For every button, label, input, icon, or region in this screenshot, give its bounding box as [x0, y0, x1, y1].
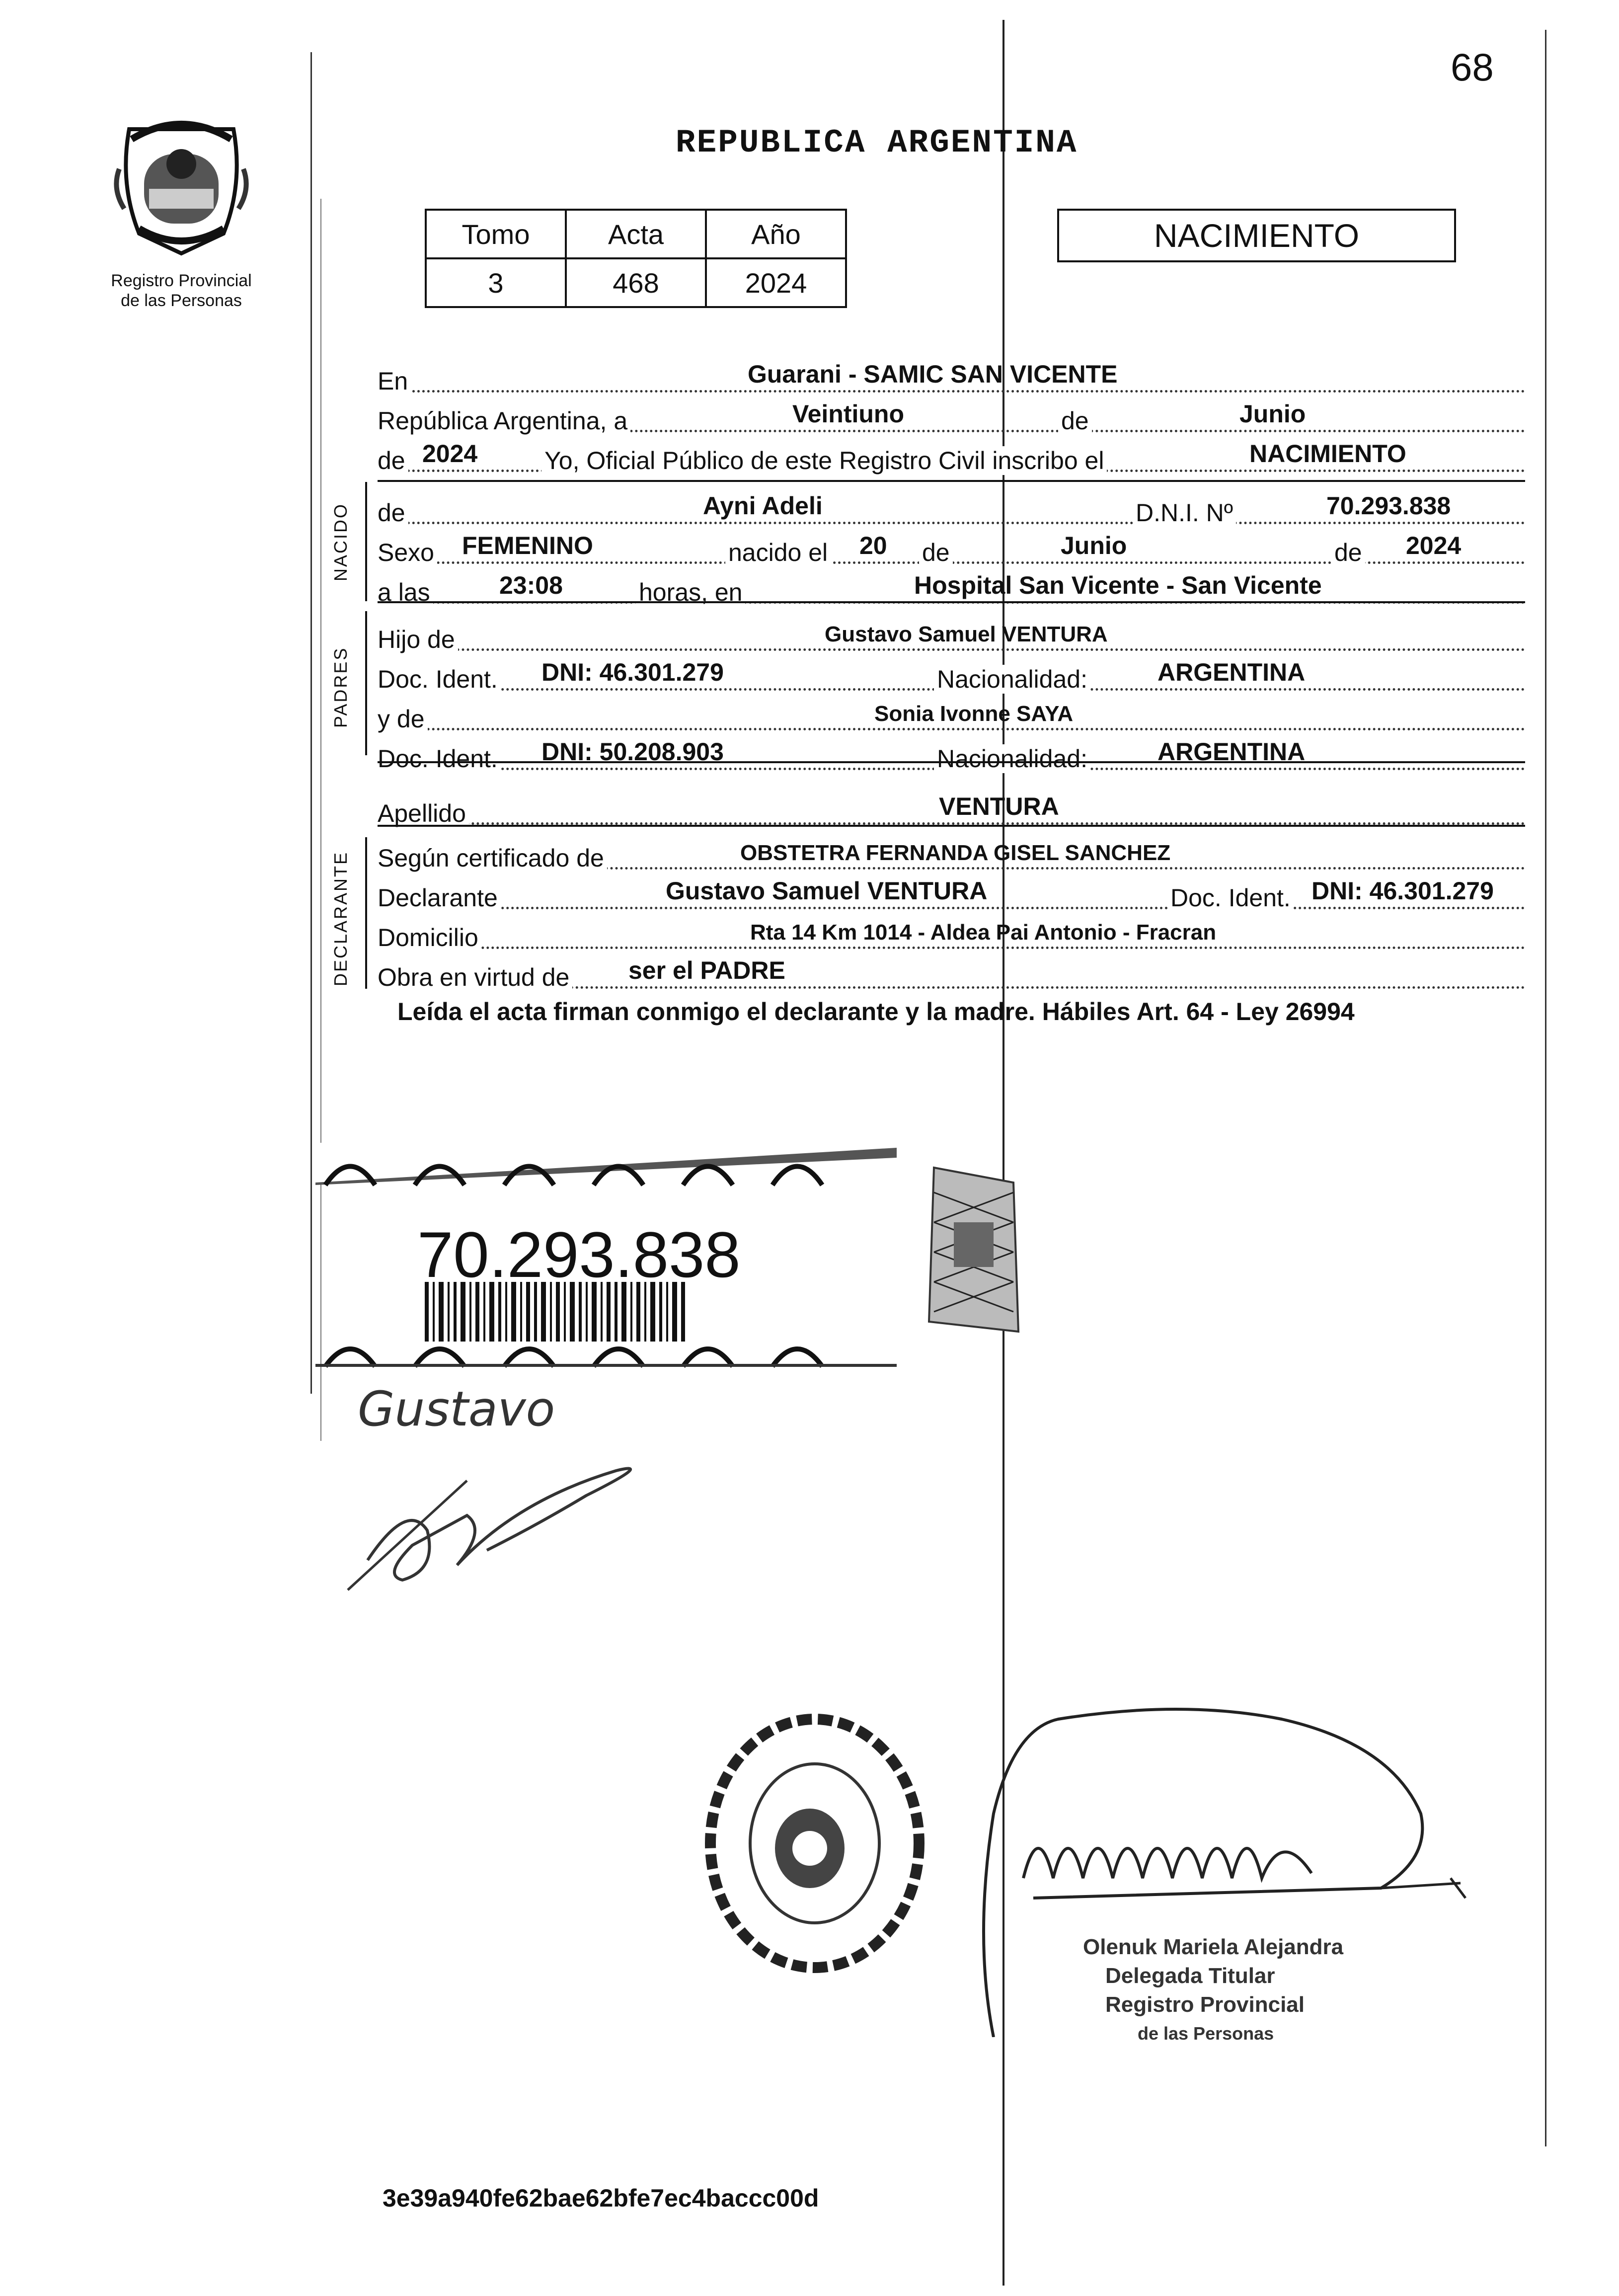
value-father-nationality: ARGENTINA — [1157, 658, 1306, 686]
label-hours-in: horas, en — [636, 578, 745, 607]
hologram-icon — [924, 1163, 1023, 1342]
value-mother-nationality: ARGENTINA — [1157, 738, 1306, 766]
label-certificate: Según certificado de — [378, 844, 607, 872]
row-place — [378, 358, 1525, 397]
registry-logo — [109, 109, 253, 258]
section-bar-declarant — [365, 837, 367, 989]
row-certificate — [378, 835, 1525, 874]
rule-3 — [378, 761, 1525, 763]
record-value-acta: 468 — [566, 258, 706, 307]
document-hash: 3e39a940fe62bae62bfe7ec4baccc00d — [383, 2184, 819, 2212]
label-declarant: Declarante — [378, 883, 501, 912]
value-capacity: ser el PADRE — [628, 956, 785, 984]
registry-name-line2: de las Personas — [121, 291, 242, 310]
section-label-declarant: DECLARANTE — [330, 851, 351, 986]
record-header-ano: Año — [706, 210, 846, 258]
row-father-doc — [378, 656, 1525, 696]
security-hologram — [924, 1163, 1023, 1342]
value-mother-doc: DNI: 50.208.903 — [541, 738, 724, 766]
row-mother-doc — [378, 735, 1525, 775]
official-round-seal — [695, 1704, 934, 1982]
value-birth-day: 20 — [859, 532, 887, 559]
page-number: 68 — [1451, 45, 1494, 89]
official-name: Olenuk Mariela Alejandra — [1083, 1935, 1344, 1959]
value-child-dni: 70.293.838 — [1326, 492, 1451, 520]
row-declarant — [378, 874, 1525, 914]
row-date — [378, 397, 1525, 437]
section-bar-born — [365, 482, 367, 601]
label-dni: D.N.I. Nº — [1133, 498, 1236, 527]
value-surname: VENTURA — [939, 792, 1059, 820]
record-table — [425, 209, 847, 308]
value-declarant-doc: DNI: 46.301.279 — [1311, 877, 1494, 905]
value-inscribed: NACIMIENTO — [1249, 440, 1406, 468]
label-mother-nationality: Nacionalidad: — [934, 744, 1090, 773]
official-stamp — [1083, 1933, 1343, 2048]
row-surname — [378, 790, 1525, 830]
value-day: Veintiuno — [792, 400, 904, 428]
label-official-text: Yo, Oficial Público de este Registro Civil inscribo el — [541, 446, 1107, 475]
label-de-year: de — [378, 446, 408, 475]
label-republic: República Argentina, a — [378, 406, 630, 435]
value-father: Gustavo Samuel VENTURA — [825, 622, 1108, 646]
label-sex: Sexo — [378, 538, 437, 567]
value-father-doc: DNI: 46.301.279 — [541, 658, 724, 686]
label-capacity: Obra en virtud de — [378, 963, 572, 992]
row-address — [378, 914, 1525, 954]
row-sex — [378, 529, 1525, 569]
label-en: En — [378, 367, 411, 396]
record-header-tomo: Tomo — [426, 210, 566, 258]
declarant-signature-name: Gustavo — [358, 1381, 555, 1437]
value-place: Guarani - SAMIC SAN VICENTE — [748, 360, 1118, 388]
record-type-box: NACIMIENTO — [1057, 209, 1456, 262]
value-child-name: Ayni Adeli — [703, 492, 823, 520]
label-time: a las — [378, 578, 433, 607]
row-child-name — [378, 489, 1525, 529]
registry-name-line1: Registro Provincial — [111, 271, 252, 290]
label-de-birth-month: de — [919, 538, 953, 567]
label-de-month: de — [1058, 406, 1092, 435]
label-surname: Apellido — [378, 799, 469, 828]
document-title: REPUBLICA ARGENTINA — [676, 124, 1078, 161]
record-value-ano: 2024 — [706, 258, 846, 307]
left-border-line — [310, 52, 312, 1394]
label-son-of: Hijo de — [378, 625, 458, 654]
row-official — [378, 437, 1525, 477]
right-border-line — [1545, 30, 1546, 2146]
value-birth-place: Hospital San Vicente - San Vicente — [914, 571, 1322, 599]
value-sex: FEMENINO — [462, 532, 593, 559]
value-month: Junio — [1239, 400, 1306, 428]
label-address: Domicilio — [378, 923, 481, 952]
value-year: 2024 — [422, 440, 478, 468]
label-declarant-doc: Doc. Ident. — [1167, 883, 1294, 912]
value-time: 23:08 — [499, 571, 563, 599]
section-label-born: NACIDO — [330, 502, 351, 581]
record-header-acta: Acta — [566, 210, 706, 258]
closing-note: Leída el acta firman conmigo el declarante y la madre. Hábiles Art. 64 - Ley 26994 — [397, 998, 1355, 1026]
value-declarant-name: Gustavo Samuel VENTURA — [666, 877, 988, 905]
rule-2 — [378, 601, 1525, 603]
label-and-of: y de — [378, 705, 428, 733]
label-mother-doc: Doc. Ident. — [378, 744, 501, 773]
section-label-parents: PADRES — [330, 646, 351, 728]
section-bar-parents — [365, 611, 367, 755]
barcode-number: 70.293.838 — [417, 1218, 741, 1291]
label-father-nationality: Nacionalidad: — [934, 665, 1090, 694]
official-office-2: de las Personas — [1138, 2023, 1274, 2044]
row-capacity — [378, 954, 1525, 994]
rule-1 — [378, 480, 1525, 482]
value-birth-month: Junio — [1061, 532, 1127, 559]
seal-icon — [109, 109, 253, 258]
rule-4 — [378, 825, 1525, 827]
value-address: Rta 14 Km 1014 - Aldea Pai Antonio - Fracran — [750, 920, 1217, 945]
value-certificate: OBSTETRA FERNANDA GISEL SANCHEZ — [740, 841, 1171, 865]
declarant-signature-scribble — [338, 1441, 686, 1600]
official-office: Registro Provincial — [1105, 1992, 1305, 2017]
label-born-on: nacido el — [725, 538, 831, 567]
label-child-de: de — [378, 498, 408, 527]
record-value-tomo: 3 — [426, 258, 566, 307]
label-de-birth-year: de — [1331, 538, 1365, 567]
official-title: Delegada Titular — [1105, 1964, 1275, 1988]
value-mother: Sonia Ivonne SAYA — [874, 702, 1074, 726]
round-seal-icon — [695, 1704, 934, 1982]
label-father-doc: Doc. Ident. — [378, 665, 501, 694]
value-birth-year: 2024 — [1406, 532, 1462, 559]
row-father — [378, 616, 1525, 656]
row-mother — [378, 696, 1525, 735]
registry-name — [84, 271, 278, 311]
